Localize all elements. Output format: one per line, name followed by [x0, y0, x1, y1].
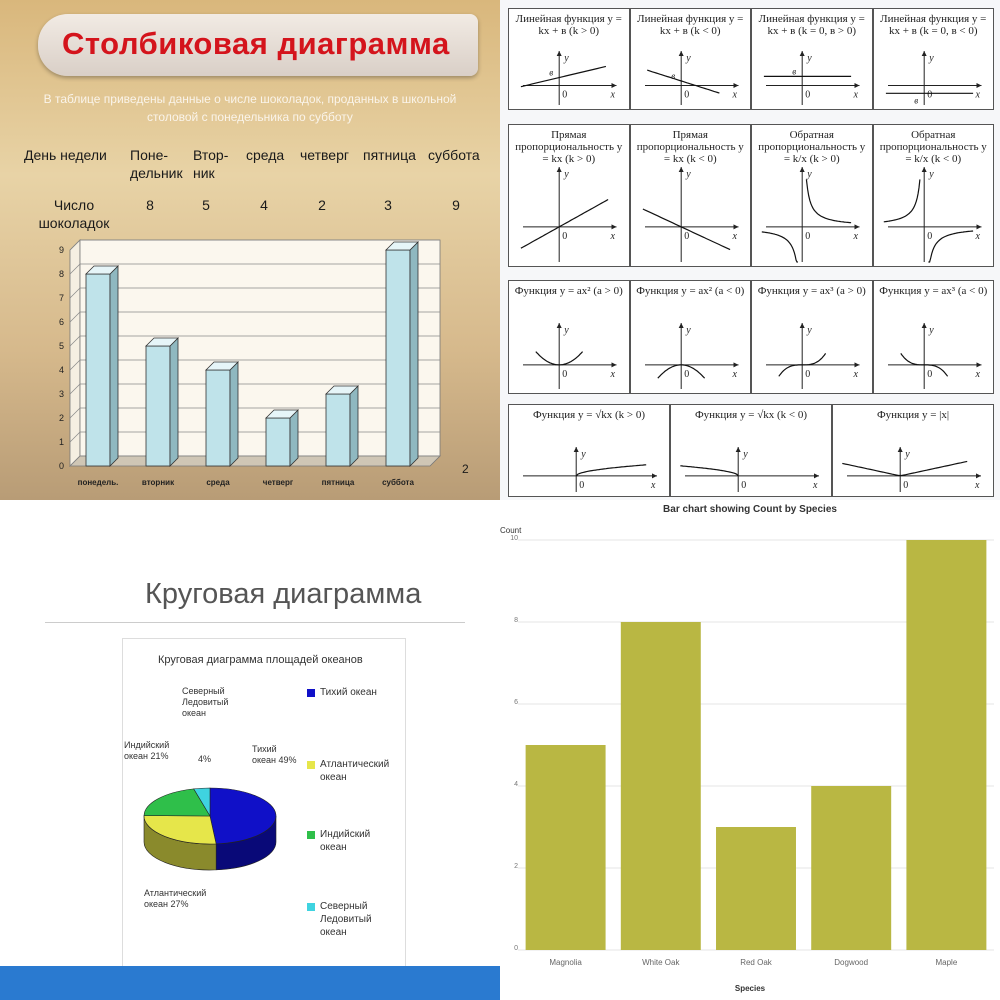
bar-side — [410, 242, 418, 466]
table-day-cell: пятница — [363, 147, 416, 163]
bar — [716, 827, 796, 950]
x-arrow — [976, 362, 981, 367]
intercept-label: в — [670, 70, 675, 81]
y-arrow — [800, 167, 805, 172]
bar-chart-slide — [0, 0, 500, 500]
x-tick-label: Red Oak — [740, 958, 772, 967]
x-axis-label: x — [610, 368, 615, 380]
origin-label: 0 — [562, 230, 568, 242]
bar — [621, 622, 701, 950]
table-count-cell: 2 — [318, 197, 326, 213]
x-arrow — [814, 473, 819, 478]
legend-label: Тихий океан — [320, 687, 377, 698]
abs-graph — [842, 461, 967, 475]
y-tick-label: 1 — [58, 437, 64, 447]
intercept-label: в — [792, 66, 797, 77]
origin-label: 0 — [805, 89, 811, 101]
function-cell — [630, 280, 752, 394]
y-axis-label: y — [905, 449, 910, 460]
bar-side — [350, 386, 358, 466]
origin-label: 0 — [741, 479, 747, 491]
slide-title: Столбиковая диаграмма — [62, 26, 450, 61]
x-tick-label: Dogwood — [834, 958, 869, 967]
table-day-cell: Поне-дельник — [130, 147, 183, 181]
y-axis-label: y — [928, 169, 934, 180]
pie-slide-title: Круговая диаграмма — [145, 578, 422, 610]
legend-item — [320, 758, 390, 784]
x-arrow — [652, 473, 657, 478]
function-graph — [509, 47, 629, 109]
function-graph — [752, 319, 872, 393]
y-axis-label: y — [685, 53, 691, 64]
function-graph — [752, 47, 872, 109]
y-axis-label: y — [564, 325, 569, 336]
table-count-cell: 3 — [384, 197, 392, 213]
x-arrow — [612, 362, 617, 367]
y-axis-label: y — [743, 449, 748, 460]
function-title: Обратная пропорциональность y = k/x (k < 0) — [879, 129, 987, 165]
y-arrow — [736, 447, 741, 452]
y-axis-label: y — [928, 53, 934, 64]
bar-chart-3d — [0, 0, 500, 500]
stray-label: 2 — [462, 462, 469, 476]
function-title: Функция y = √kx (k > 0) — [532, 409, 646, 421]
x-axis-label: x — [732, 89, 737, 101]
y-arrow — [921, 167, 926, 172]
function-title: Функция y = ax³ (a > 0) — [757, 285, 866, 297]
x-axis-label: x — [853, 89, 858, 101]
table-header-count: Число шоколадок — [38, 197, 110, 231]
legend-swatch — [307, 761, 315, 769]
function-cell — [832, 404, 994, 497]
hyperbola-branch — [806, 179, 851, 222]
origin-label: 0 — [805, 230, 811, 242]
function-cell — [630, 124, 752, 267]
x-arrow — [612, 224, 617, 229]
hyperbola-branch — [762, 232, 798, 262]
y-arrow — [800, 51, 805, 56]
bar — [526, 745, 606, 950]
function-title: Функция y = ax³ (a < 0) — [879, 285, 988, 297]
y-arrow — [800, 323, 805, 328]
function-graph — [752, 163, 872, 266]
function-cell — [508, 8, 630, 110]
y-arrow — [678, 167, 683, 172]
x-arrow — [976, 473, 981, 478]
x-arrow — [855, 83, 860, 88]
y-tick-label: 5 — [58, 341, 64, 351]
legend-swatch — [307, 689, 315, 697]
pie-subtitle: Круговая диаграмма площадей океанов — [158, 654, 363, 666]
y-tick-label: 2 — [514, 863, 518, 870]
origin-label: 0 — [579, 479, 585, 491]
x-axis-label: x — [975, 368, 980, 380]
bar — [906, 540, 986, 950]
table-day-cell: суббота — [428, 147, 480, 163]
y-axis-label: y — [807, 169, 812, 180]
x-axis-label: x — [732, 230, 737, 242]
pie-chart-3d — [0, 500, 500, 1000]
x-tick-label: суббота — [382, 478, 414, 487]
bar-side — [170, 338, 178, 466]
legend-label: Индийский океан — [320, 829, 371, 853]
x-tick-label: четверг — [262, 478, 294, 487]
function-graph — [509, 163, 629, 266]
x-axis-label: x — [975, 479, 980, 491]
y-tick-label: 0 — [514, 945, 518, 952]
x-axis-label: x — [853, 368, 858, 380]
label-arctic-pct: 4% — [198, 754, 212, 764]
table-count-cell: 5 — [202, 197, 210, 213]
origin-label: 0 — [683, 230, 689, 242]
x-axis-label: x — [610, 230, 615, 242]
intercept-label: в — [549, 67, 554, 78]
x-axis-label: x — [651, 479, 656, 491]
function-graph — [874, 47, 994, 109]
function-cell — [630, 8, 752, 110]
function-cell — [873, 280, 995, 394]
label-indian: Индийский океан 21% — [124, 740, 170, 761]
function-title: Линейная функция y = kx + в (k = 0, в > 0) — [758, 13, 865, 37]
x-axis-label: x — [610, 89, 615, 101]
species-chart-title: Bar chart showing Count by Species — [663, 504, 837, 515]
function-title: Функция y = ax² (a < 0) — [636, 285, 745, 297]
function-cell — [751, 280, 873, 394]
legend-item — [320, 686, 382, 699]
x-axis-label: x — [975, 89, 980, 101]
y-tick-label: 8 — [58, 269, 64, 279]
bar-side — [110, 266, 118, 466]
y-arrow — [898, 447, 903, 452]
x-tick-label: понедель. — [77, 478, 119, 487]
label-arctic: Северный Ледовитый океан — [182, 686, 229, 718]
y-arrow — [557, 167, 562, 172]
x-axis-label: x — [732, 368, 737, 380]
legend-label: Атлантический океан — [320, 759, 390, 783]
function-graph — [631, 163, 751, 266]
legend-swatch — [307, 831, 315, 839]
function-cell — [508, 124, 630, 267]
function-title: Функция y = ax² (a > 0) — [514, 285, 623, 297]
y-arrow — [574, 447, 579, 452]
function-graph — [509, 443, 669, 496]
function-title: Линейная функция y = kx + в (k > 0) — [515, 13, 622, 37]
bar — [326, 394, 350, 466]
x-arrow — [612, 83, 617, 88]
y-tick-label: 7 — [58, 293, 64, 303]
bar-side — [290, 410, 298, 466]
slide-description: В таблице приведены данные о числе шоколадок, проданных в школьной столовой с понедельника по субботу — [43, 92, 457, 124]
x-arrow — [733, 362, 738, 367]
y-tick-label: 10 — [510, 535, 518, 542]
y-arrow — [678, 323, 683, 328]
intercept-label: в — [913, 95, 918, 106]
y-arrow — [921, 323, 926, 328]
y-arrow — [678, 51, 683, 56]
y-axis-label: y — [564, 53, 569, 64]
x-arrow — [976, 83, 981, 88]
function-graph — [874, 163, 994, 266]
table-day-cell: четверг — [300, 147, 349, 163]
function-title: Обратная пропорциональность y = k/x (k > 0) — [758, 129, 866, 165]
species-y-axis-label: Count — [500, 526, 522, 535]
y-axis-label: y — [581, 449, 586, 460]
legend-label: Северный Ледовитый океан — [320, 901, 372, 938]
label-pacific: Тихий океан 49% — [252, 744, 297, 765]
origin-label: 0 — [683, 89, 689, 101]
y-arrow — [557, 51, 562, 56]
origin-label: 0 — [926, 230, 932, 242]
x-arrow — [976, 224, 981, 229]
x-tick-label: вторник — [141, 478, 175, 487]
origin-label: 0 — [926, 89, 932, 101]
y-tick-label: 8 — [514, 617, 518, 624]
label-atlantic: Атлантический океан 27% — [144, 888, 207, 909]
function-graphs-table — [500, 0, 1000, 500]
bar — [146, 346, 170, 466]
table-header-day: День недели — [24, 147, 107, 163]
function-title: Функция y = √kx (k < 0) — [694, 409, 808, 421]
species-bar-chart — [500, 500, 1000, 1000]
bar — [266, 418, 290, 466]
hyperbola-branch — [883, 179, 919, 222]
bar — [206, 370, 230, 466]
bar-side — [230, 362, 238, 466]
function-graph — [631, 47, 751, 109]
function-graph — [874, 319, 994, 393]
function-graph — [631, 319, 751, 393]
y-arrow — [557, 323, 562, 328]
x-tick-label: Magnolia — [549, 958, 582, 967]
function-cell — [873, 124, 995, 267]
y-axis-label: y — [564, 169, 569, 180]
y-axis-label: y — [685, 169, 691, 180]
y-arrow — [921, 51, 926, 56]
origin-label: 0 — [805, 368, 811, 380]
slide-footer-bar — [0, 966, 500, 1000]
function-title: Прямая пропорциональность y = kx (k < 0) — [636, 129, 744, 165]
origin-label: 0 — [683, 368, 689, 380]
origin-label: 0 — [926, 368, 932, 380]
function-title: Прямая пропорциональность y = kx (k > 0) — [515, 129, 623, 165]
bar — [386, 250, 410, 466]
pie-chart-slide — [0, 500, 500, 1000]
x-tick-label: Maple — [935, 958, 958, 967]
table-day-cell: Втор-ник — [193, 147, 229, 181]
species-plot-area — [500, 500, 1000, 1000]
species-x-axis-label: Species — [734, 984, 766, 993]
line-graph — [642, 209, 729, 250]
function-title: Функция y = |x| — [876, 409, 950, 421]
chart-floor — [70, 456, 440, 466]
origin-label: 0 — [562, 368, 568, 380]
function-cell — [670, 404, 832, 497]
legend-item — [320, 900, 382, 939]
y-tick-label: 4 — [514, 781, 518, 788]
y-axis-label: y — [807, 53, 812, 64]
bar — [811, 786, 891, 950]
line-graph — [521, 66, 606, 86]
y-tick-label: 4 — [58, 365, 64, 375]
bar — [86, 274, 110, 466]
function-cell — [751, 8, 873, 110]
y-tick-label: 3 — [58, 389, 64, 399]
x-arrow — [855, 362, 860, 367]
table-count-cell: 4 — [260, 197, 268, 213]
function-cell — [508, 280, 630, 394]
function-title: Линейная функция y = kx + в (k < 0) — [637, 13, 744, 37]
y-axis-label: y — [928, 325, 934, 336]
x-arrow — [733, 83, 738, 88]
y-tick-label: 6 — [58, 317, 64, 327]
sqrt-curve — [576, 465, 646, 476]
function-cell — [873, 8, 995, 110]
y-tick-label: 2 — [58, 413, 64, 423]
y-tick-label: 0 — [58, 461, 64, 471]
x-arrow — [855, 224, 860, 229]
origin-label: 0 — [903, 479, 909, 491]
function-graph — [671, 443, 831, 496]
function-title: Линейная функция y = kx + в (k = 0, в < 0) — [880, 13, 987, 37]
function-graph — [509, 319, 629, 393]
x-tick-label: пятница — [321, 478, 355, 487]
table-count-cell: 8 — [146, 197, 154, 213]
table-day-cell: среда — [246, 147, 285, 163]
function-cell — [751, 124, 873, 267]
function-cell — [508, 404, 670, 497]
y-axis-label: y — [685, 325, 691, 336]
hyperbola-branch — [928, 231, 973, 262]
x-tick-label: White Oak — [642, 958, 680, 967]
legend-item — [320, 828, 382, 854]
y-tick-label: 9 — [58, 245, 64, 255]
x-axis-label: x — [975, 230, 980, 242]
legend-swatch — [307, 903, 315, 911]
sqrt-curve — [680, 466, 738, 476]
y-tick-label: 6 — [514, 699, 518, 706]
chart-side-wall — [70, 240, 80, 466]
table-count-cell: 9 — [452, 197, 460, 213]
origin-label: 0 — [562, 89, 568, 101]
x-axis-label: x — [853, 230, 858, 242]
function-graph — [833, 443, 993, 496]
x-arrow — [733, 224, 738, 229]
x-tick-label: среда — [206, 478, 230, 487]
x-axis-label: x — [813, 479, 818, 491]
y-axis-label: y — [807, 325, 812, 336]
